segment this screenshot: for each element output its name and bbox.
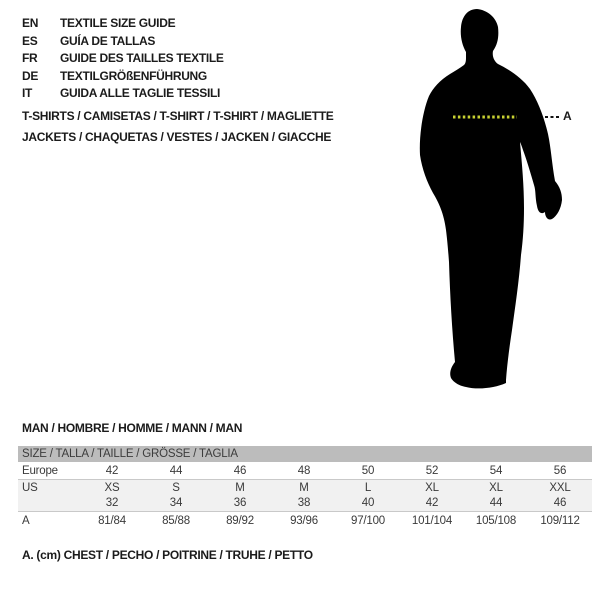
measure-a-footnote: A. (cm) CHEST / PECHO / POITRINE / TRUHE / PETTO	[22, 548, 313, 562]
table-row-us	[18, 480, 592, 496]
row-label: A	[22, 514, 30, 527]
table-cell: 48	[297, 464, 311, 477]
table-cell: 36	[233, 497, 247, 510]
row-label: Europe	[22, 464, 58, 477]
table-cell: XXL	[549, 481, 571, 494]
language-code: IT	[22, 86, 33, 101]
table-cell: 97/100	[351, 514, 385, 527]
table-cell: 109/112	[540, 514, 580, 527]
table-cell: 101/104	[411, 514, 453, 527]
size-table-header-bar: SIZE / TALLA / TAILLE / GRÖSSE / TAGLIA	[18, 446, 592, 462]
language-title: GUÍA DE TALLAS	[60, 33, 156, 48]
table-cell: 85/88	[162, 514, 190, 527]
table-cell: 52	[425, 464, 439, 477]
table-cell: 34	[169, 497, 183, 510]
table-cell: 44	[169, 464, 183, 477]
size-table	[18, 446, 592, 529]
table-cell: 38	[297, 497, 311, 510]
table-cell: 89/92	[226, 514, 254, 527]
language-code: FR	[22, 51, 38, 66]
table-cell: 105/108	[475, 514, 517, 527]
table-cell: 42	[425, 497, 439, 510]
language-code: ES	[22, 33, 38, 48]
language-list	[22, 15, 224, 103]
table-cell: 42	[105, 464, 119, 477]
table-cell: S	[172, 481, 180, 494]
table-cell: XL	[425, 481, 439, 494]
language-title: TEXTILE SIZE GUIDE	[60, 16, 176, 30]
language-title: GUIDE DES TAILLES TEXTILE	[60, 51, 224, 66]
table-cell: XL	[489, 481, 503, 494]
man-silhouette-svg	[400, 0, 600, 420]
man-silhouette-figure	[400, 0, 600, 420]
shaded-row-band	[18, 479, 592, 512]
table-cell: XS	[104, 481, 120, 494]
table-cell: 40	[361, 497, 375, 510]
table-cell: 46	[233, 464, 247, 477]
category-line-jackets: JACKETS / CHAQUETAS / VESTES / JACKEN / GIACCHE	[22, 130, 332, 144]
row-label: US	[22, 481, 38, 494]
language-row-en	[22, 15, 224, 33]
table-cell: 32	[105, 497, 119, 510]
section-title-man: MAN / HOMBRE / HOMME / MANN / MAN	[22, 421, 243, 435]
table-cell: M	[235, 481, 245, 494]
language-title: TEXTILGRÖßENFÜHRUNG	[60, 68, 207, 83]
garment-categories	[22, 106, 334, 148]
language-code: DE	[22, 68, 39, 83]
table-cell: 44	[489, 497, 503, 510]
table-cell: M	[299, 481, 309, 494]
table-cell: 46	[553, 497, 567, 510]
language-row-fr	[22, 50, 224, 68]
language-code: EN	[22, 16, 39, 30]
table-cell: 56	[553, 464, 567, 477]
table-cell: L	[364, 481, 372, 494]
language-row-it	[22, 85, 224, 103]
table-row-us-numeric	[18, 496, 592, 512]
table-cell: 93/96	[290, 514, 318, 527]
table-cell: 81/84	[98, 514, 126, 527]
language-row-de	[22, 68, 224, 86]
table-cell: 50	[361, 464, 375, 477]
table-cell: 54	[489, 464, 503, 477]
man-silhouette-path	[420, 9, 562, 388]
language-row-es	[22, 33, 224, 51]
measure-a-label: A	[563, 109, 572, 123]
table-row-europe	[18, 462, 592, 479]
language-title: GUIDA ALLE TAGLIE TESSILI	[60, 86, 221, 101]
table-row-chest-a	[18, 512, 592, 529]
category-line-tshirts: T-SHIRTS / CAMISETAS / T-SHIRT / T-SHIRT / MAGLIETTE	[22, 109, 334, 123]
